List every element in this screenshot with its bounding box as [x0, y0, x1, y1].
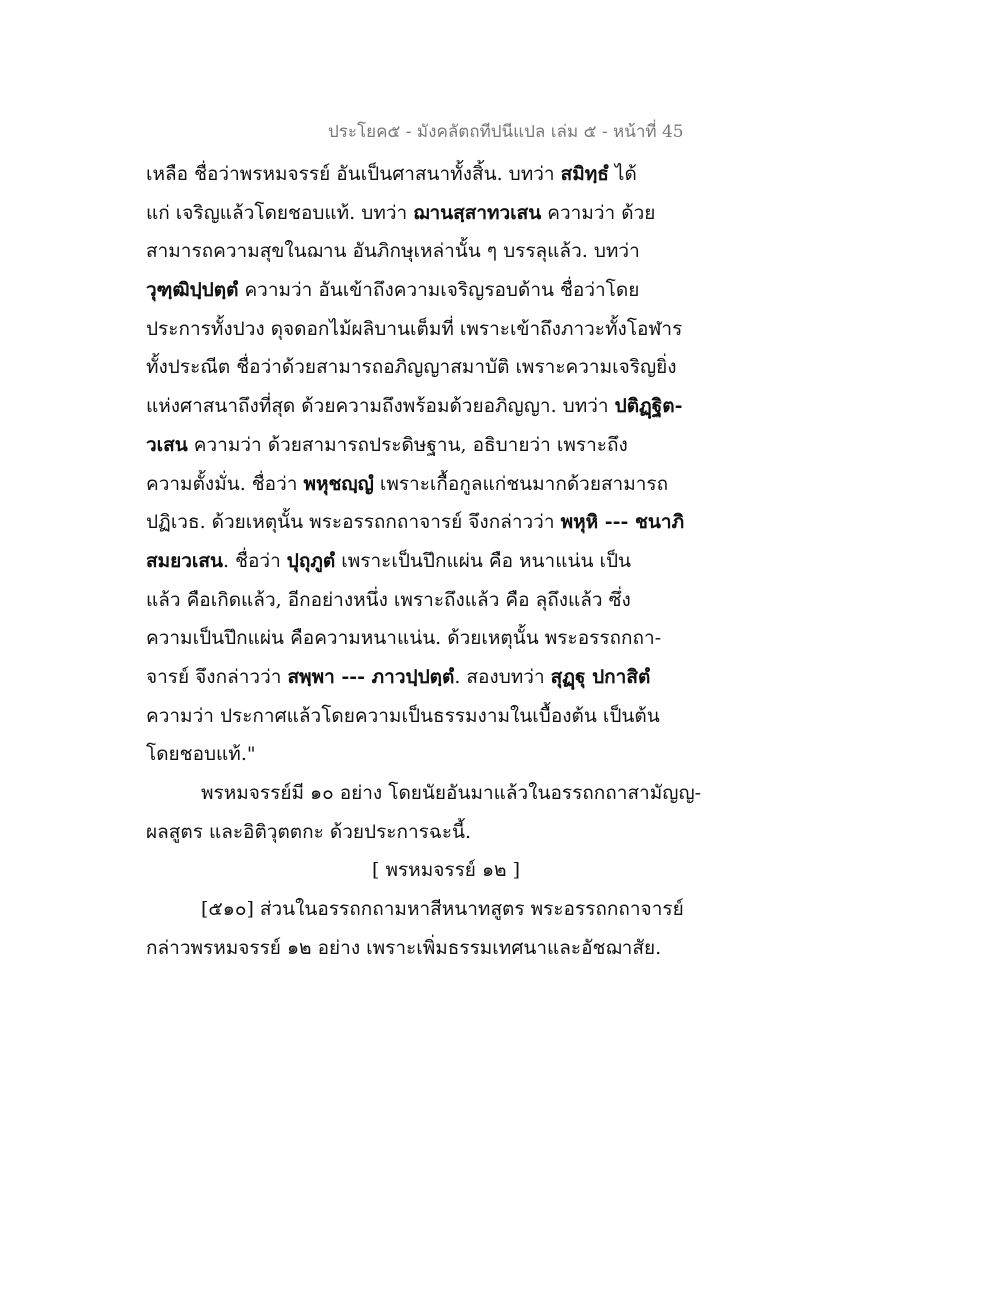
- text-segment: สามารถความสุขในฌาน อันภิกษุเหล่านั้น ๆ บรรลุแล้ว. บทว่า: [146, 240, 640, 263]
- text-line: [146, 658, 706, 697]
- text-line: [146, 503, 706, 542]
- text-segment: กล่าวพรหมจรรย์ ๑๒ อย่าง เพราะเพิ่มธรรมเทศนาและอัชฌาสัย.: [146, 936, 662, 959]
- pali-term: ปุถุภูตํ: [286, 549, 336, 572]
- text-segment: ทั้งประณีต ชื่อว่าด้วยสามารถอภิญญาสมาบัติ เพราะความเจริญยิ่ง: [146, 356, 677, 379]
- text-line: [146, 310, 706, 349]
- pali-term: วุฑฺฒิปฺปตฺตํ: [146, 279, 239, 302]
- pali-term: สมิทฺธํ: [560, 163, 609, 185]
- pali-term: สมยวเสน: [146, 549, 224, 572]
- pali-term: ฌานสฺสาทวเสน: [413, 201, 542, 224]
- text-line: [146, 387, 706, 426]
- text-segment: จารย์ จึงกล่าวว่า: [146, 665, 288, 688]
- text-segment: ความเป็นปึกแผ่น คือความหนาแน่น. ด้วยเหตุนั้น พระอรรถกถา-: [146, 627, 662, 650]
- text-segment: ความว่า อันเข้าถึงความเจริญรอบด้าน ชื่อว่าโดย: [238, 279, 640, 302]
- text-segment: โดยชอบแท้.": [146, 743, 256, 766]
- text-segment: [๕๑๐] ส่วนในอรรถกถามหาสีหนาทสูตร พระอรรถกถาจารย์: [201, 898, 684, 921]
- body-text: [146, 155, 706, 967]
- text-segment: [ พรหมจรรย์ ๑๒ ]: [372, 859, 520, 882]
- text-segment: ผลสูตร และอิติวุตตกะ ด้วยประการฉะนี้.: [146, 820, 472, 843]
- text-segment: แล้ว คือเกิดแล้ว, อีกอย่างหนึ่ง เพราะถึงแล้ว คือ ลุถึงแล้ว ซึ่ง: [146, 588, 631, 611]
- text-segment: ความว่า ด้วยสามารถประดิษฐาน, อธิบายว่า เพราะถึง: [187, 433, 628, 456]
- text-line: [146, 271, 706, 310]
- section-heading: [146, 851, 706, 890]
- text-segment: ประการทั้งปวง ดุจดอกไม้ผลิบานเต็มที่ เพราะเข้าถึงภาวะทั้งโอฬาร: [146, 317, 683, 340]
- text-segment: . ชื่อว่า: [223, 549, 287, 572]
- text-line: [146, 426, 706, 465]
- text-segment: ปฏิเวธ. ด้วยเหตุนั้น พระอรรถกถาจารย์ จึงกล่าวว่า: [146, 511, 561, 534]
- text-segment: เพราะเป็นปึกแผ่น คือ หนาแน่น เป็น: [335, 549, 632, 572]
- text-line: [146, 194, 706, 233]
- text-segment: ได้: [608, 163, 637, 185]
- text-line: [146, 348, 706, 387]
- pali-term: ปติฏฺฐิต-: [614, 395, 683, 418]
- text-segment: ความตั้งมั่น. ชื่อว่า: [146, 472, 304, 495]
- text-line: [146, 542, 706, 581]
- text-segment: เพราะเกื้อกูลแก่ชนมากด้วยสามารถ: [373, 472, 669, 495]
- text-line: [146, 619, 706, 658]
- text-line: [146, 465, 706, 504]
- text-segment: พรหมจรรย์มี ๑๐ อย่าง โดยนัยอันมาแล้วในอรรถกถาสามัญญ-: [201, 782, 702, 804]
- text-line: [146, 155, 706, 194]
- text-line: [146, 232, 706, 271]
- text-line: [146, 581, 706, 620]
- text-segment: แก่ เจริญแล้วโดยชอบแท้. บทว่า: [146, 201, 414, 224]
- pali-term: พหุหิ --- ชนาภิ: [560, 511, 685, 534]
- text-line: [146, 890, 706, 929]
- pali-term: สุฏฺฐุ ปกาสิตํ: [550, 665, 651, 688]
- pali-term: วเสน: [146, 433, 188, 456]
- text-segment: เหลือ ชื่อว่าพรหมจรรย์ อันเป็นศาสนาทั้งสิ้น. บทว่า: [146, 163, 561, 185]
- pali-term: สพฺพา --- ภาวปฺปตฺตํ: [287, 665, 455, 688]
- text-line: [146, 774, 706, 813]
- text-line: [146, 813, 706, 852]
- text-segment: แห่งศาสนาถึงที่สุด ด้วยความถึงพร้อมด้วยอภิญญา. บทว่า: [146, 395, 615, 418]
- text-line: [146, 929, 706, 968]
- text-segment: . สองบทว่า: [454, 665, 551, 688]
- text-line: [146, 735, 706, 774]
- running-header: ประโยค๕ - มังคลัตถทีปนีแปล เล่ม ๕ - หน้าที่ 45: [328, 122, 684, 142]
- text-line: [146, 697, 706, 736]
- text-segment: ความว่า ประกาศแล้วโดยความเป็นธรรมงามในเบื้องต้น เป็นต้น: [146, 704, 660, 727]
- text-segment: ความว่า ด้วย: [541, 201, 656, 224]
- pali-term: พหุชญฺญํ: [303, 472, 374, 495]
